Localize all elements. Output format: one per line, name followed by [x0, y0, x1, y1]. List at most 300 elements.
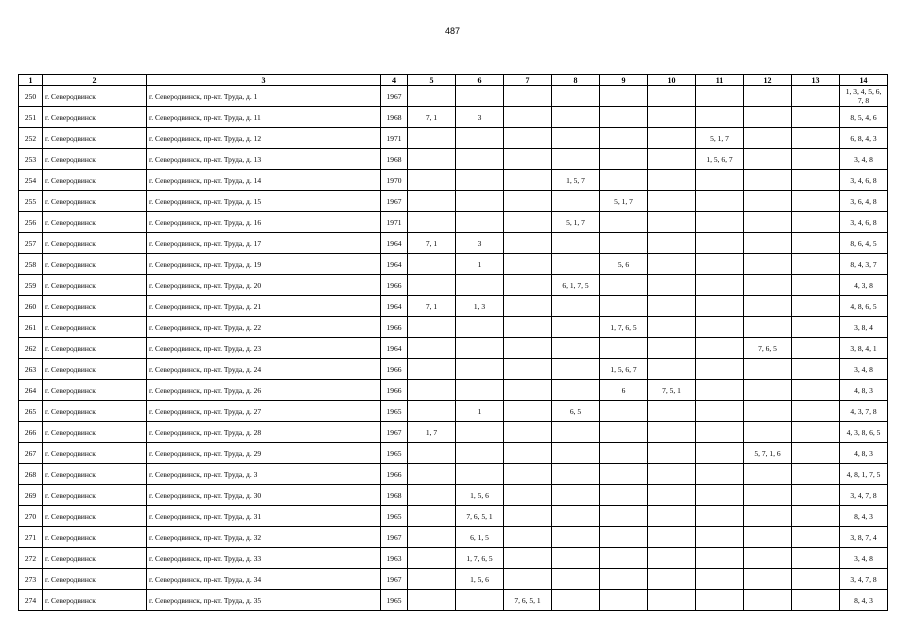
table-cell-col-11 — [696, 506, 744, 527]
table-cell-col-4: 1966 — [381, 359, 408, 380]
table-cell-col-5 — [408, 128, 456, 149]
table-cell-col-3: г. Северодвинск, пр-кт. Труда, д. 31 — [147, 506, 381, 527]
table-row — [19, 569, 888, 590]
table-cell-col-7 — [504, 401, 552, 422]
table-cell-col-13 — [792, 485, 840, 506]
table-cell-col-10 — [648, 548, 696, 569]
table-row — [19, 443, 888, 464]
table-cell-col-5 — [408, 590, 456, 611]
table-cell-col-3: г. Северодвинск, пр-кт. Труда, д. 14 — [147, 170, 381, 191]
table-cell-col-13 — [792, 401, 840, 422]
table-cell-col-11 — [696, 191, 744, 212]
table-cell-col-14: 1, 3, 4, 5, 6, 7, 8 — [840, 86, 888, 107]
table-cell-col-14: 8, 4, 3 — [840, 506, 888, 527]
table-row — [19, 212, 888, 233]
table-cell-col-1: 269 — [19, 485, 43, 506]
table-row — [19, 191, 888, 212]
table-cell-col-12 — [744, 422, 792, 443]
table-cell-col-8 — [552, 338, 600, 359]
table-cell-col-4: 1971 — [381, 128, 408, 149]
table-cell-col-13 — [792, 212, 840, 233]
table-cell-col-10 — [648, 464, 696, 485]
table-cell-col-1: 266 — [19, 422, 43, 443]
table-cell-col-13 — [792, 149, 840, 170]
table-cell-col-5 — [408, 275, 456, 296]
table-cell-col-7 — [504, 191, 552, 212]
table-cell-col-6 — [456, 275, 504, 296]
table-cell-col-7 — [504, 548, 552, 569]
table-cell-col-4: 1968 — [381, 107, 408, 128]
table-cell-col-4: 1967 — [381, 422, 408, 443]
table-cell-col-8 — [552, 128, 600, 149]
data-table — [18, 74, 888, 611]
table-cell-col-1: 252 — [19, 128, 43, 149]
table-cell-col-14: 4, 3, 7, 8 — [840, 401, 888, 422]
table-cell-col-6 — [456, 317, 504, 338]
table-cell-col-11 — [696, 107, 744, 128]
table-cell-col-14: 8, 4, 3, 7 — [840, 254, 888, 275]
table-row — [19, 380, 888, 401]
table-cell-col-1: 263 — [19, 359, 43, 380]
table-cell-col-3: г. Северодвинск, пр-кт. Труда, д. 32 — [147, 527, 381, 548]
table-cell-col-14: 3, 4, 6, 8 — [840, 170, 888, 191]
table-cell-col-2: г. Северодвинск — [43, 170, 147, 191]
table-cell-col-11 — [696, 359, 744, 380]
table-cell-col-13 — [792, 443, 840, 464]
table-cell-col-10 — [648, 506, 696, 527]
table-cell-col-2: г. Северодвинск — [43, 128, 147, 149]
table-cell-col-3: г. Северодвинск, пр-кт. Труда, д. 23 — [147, 338, 381, 359]
table-cell-col-2: г. Северодвинск — [43, 422, 147, 443]
table-cell-col-3: г. Северодвинск, пр-кт. Труда, д. 30 — [147, 485, 381, 506]
table-row — [19, 464, 888, 485]
table-cell-col-10 — [648, 317, 696, 338]
table-cell-col-6: 1, 5, 6 — [456, 569, 504, 590]
table-cell-col-6 — [456, 149, 504, 170]
table-cell-col-11 — [696, 401, 744, 422]
table-cell-col-4: 1964 — [381, 338, 408, 359]
table-cell-col-12 — [744, 86, 792, 107]
table-cell-col-13 — [792, 191, 840, 212]
table-cell-col-8 — [552, 233, 600, 254]
table-cell-col-9: 6 — [600, 380, 648, 401]
column-header-6: 6 — [456, 75, 504, 86]
table-cell-col-2: г. Северодвинск — [43, 569, 147, 590]
table-cell-col-2: г. Северодвинск — [43, 548, 147, 569]
table-cell-col-2: г. Северодвинск — [43, 233, 147, 254]
table-cell-col-5 — [408, 464, 456, 485]
table-cell-col-11 — [696, 443, 744, 464]
table-cell-col-11 — [696, 338, 744, 359]
table-cell-col-1: 261 — [19, 317, 43, 338]
table-cell-col-2: г. Северодвинск — [43, 212, 147, 233]
table-cell-col-9 — [600, 464, 648, 485]
table-cell-col-8: 6, 1, 7, 5 — [552, 275, 600, 296]
table-cell-col-4: 1965 — [381, 401, 408, 422]
table-cell-col-11 — [696, 548, 744, 569]
table-cell-col-11 — [696, 254, 744, 275]
table-cell-col-14: 4, 8, 3 — [840, 443, 888, 464]
table-cell-col-6: 1, 3 — [456, 296, 504, 317]
table-cell-col-2: г. Северодвинск — [43, 401, 147, 422]
table-cell-col-6: 1 — [456, 254, 504, 275]
table-cell-col-9 — [600, 128, 648, 149]
table-cell-col-3: г. Северодвинск, пр-кт. Труда, д. 15 — [147, 191, 381, 212]
table-cell-col-13 — [792, 380, 840, 401]
table-cell-col-11 — [696, 422, 744, 443]
column-header-10: 10 — [648, 75, 696, 86]
table-cell-col-11 — [696, 485, 744, 506]
table-cell-col-6 — [456, 590, 504, 611]
table-cell-col-5: 7, 1 — [408, 107, 456, 128]
table-cell-col-5 — [408, 212, 456, 233]
table-cell-col-3: г. Северодвинск, пр-кт. Труда, д. 11 — [147, 107, 381, 128]
table-cell-col-3: г. Северодвинск, пр-кт. Труда, д. 19 — [147, 254, 381, 275]
table-cell-col-14: 6, 8, 4, 3 — [840, 128, 888, 149]
table-cell-col-7 — [504, 128, 552, 149]
table-cell-col-6: 1 — [456, 401, 504, 422]
header-row — [19, 75, 888, 86]
table-cell-col-11 — [696, 590, 744, 611]
column-header-14: 14 — [840, 75, 888, 86]
table-cell-col-2: г. Северодвинск — [43, 443, 147, 464]
table-cell-col-2: г. Северодвинск — [43, 296, 147, 317]
table-cell-col-13 — [792, 590, 840, 611]
table-cell-col-7 — [504, 506, 552, 527]
table-cell-col-1: 262 — [19, 338, 43, 359]
table-cell-col-7 — [504, 422, 552, 443]
table-cell-col-1: 250 — [19, 86, 43, 107]
table-cell-col-12 — [744, 212, 792, 233]
table-cell-col-3: г. Северодвинск, пр-кт. Труда, д. 24 — [147, 359, 381, 380]
table-cell-col-9 — [600, 233, 648, 254]
table-cell-col-4: 1965 — [381, 443, 408, 464]
table-cell-col-11 — [696, 464, 744, 485]
column-header-11: 11 — [696, 75, 744, 86]
table-cell-col-8 — [552, 317, 600, 338]
table-cell-col-10 — [648, 527, 696, 548]
table-cell-col-6: 3 — [456, 233, 504, 254]
table-cell-col-12: 5, 7, 1, 6 — [744, 443, 792, 464]
table-cell-col-1: 271 — [19, 527, 43, 548]
table-cell-col-3: г. Северодвинск, пр-кт. Труда, д. 1 — [147, 86, 381, 107]
table-row — [19, 401, 888, 422]
table-cell-col-3: г. Северодвинск, пр-кт. Труда, д. 29 — [147, 443, 381, 464]
table-cell-col-13 — [792, 107, 840, 128]
table-cell-col-1: 257 — [19, 233, 43, 254]
table-row — [19, 170, 888, 191]
table-cell-col-12 — [744, 380, 792, 401]
table-cell-col-7 — [504, 464, 552, 485]
table-cell-col-4: 1966 — [381, 464, 408, 485]
table-cell-col-12 — [744, 569, 792, 590]
table-cell-col-12 — [744, 485, 792, 506]
table-cell-col-1: 253 — [19, 149, 43, 170]
table-cell-col-4: 1968 — [381, 149, 408, 170]
table-cell-col-11: 5, 1, 7 — [696, 128, 744, 149]
table-cell-col-5 — [408, 548, 456, 569]
table-cell-col-2: г. Северодвинск — [43, 107, 147, 128]
table-cell-col-1: 268 — [19, 464, 43, 485]
table-cell-col-5 — [408, 317, 456, 338]
table-cell-col-12 — [744, 527, 792, 548]
table-cell-col-8 — [552, 590, 600, 611]
table-row — [19, 548, 888, 569]
table-cell-col-10 — [648, 128, 696, 149]
table-cell-col-13 — [792, 338, 840, 359]
table-cell-col-5 — [408, 485, 456, 506]
table-cell-col-4: 1966 — [381, 275, 408, 296]
table-cell-col-12 — [744, 506, 792, 527]
table-cell-col-1: 267 — [19, 443, 43, 464]
table-cell-col-5 — [408, 191, 456, 212]
table-cell-col-14: 3, 4, 8 — [840, 149, 888, 170]
table-cell-col-6 — [456, 359, 504, 380]
table-cell-col-5 — [408, 149, 456, 170]
table-cell-col-1: 272 — [19, 548, 43, 569]
table-cell-col-9: 1, 7, 6, 5 — [600, 317, 648, 338]
table-cell-col-12 — [744, 107, 792, 128]
table-cell-col-13 — [792, 254, 840, 275]
table-cell-col-2: г. Северодвинск — [43, 275, 147, 296]
table-cell-col-8 — [552, 149, 600, 170]
table-cell-col-5 — [408, 527, 456, 548]
table-cell-col-11 — [696, 275, 744, 296]
table-cell-col-14: 4, 3, 8 — [840, 275, 888, 296]
table-cell-col-5 — [408, 86, 456, 107]
table-cell-col-6 — [456, 422, 504, 443]
table-row — [19, 359, 888, 380]
column-header-13: 13 — [792, 75, 840, 86]
table-cell-col-10 — [648, 590, 696, 611]
table-cell-col-14: 8, 5, 4, 6 — [840, 107, 888, 128]
table-cell-col-7 — [504, 359, 552, 380]
table-cell-col-11 — [696, 86, 744, 107]
table-cell-col-13 — [792, 170, 840, 191]
table-row — [19, 527, 888, 548]
table-row — [19, 296, 888, 317]
table-cell-col-11 — [696, 170, 744, 191]
column-header-2: 2 — [43, 75, 147, 86]
table-cell-col-3: г. Северодвинск, пр-кт. Труда, д. 20 — [147, 275, 381, 296]
table-cell-col-13 — [792, 422, 840, 443]
table-cell-col-5 — [408, 254, 456, 275]
table-cell-col-6 — [456, 86, 504, 107]
table-cell-col-7 — [504, 254, 552, 275]
table-cell-col-12 — [744, 548, 792, 569]
table-cell-col-8 — [552, 464, 600, 485]
table-cell-col-12 — [744, 275, 792, 296]
table-cell-col-1: 273 — [19, 569, 43, 590]
table-row — [19, 485, 888, 506]
table-cell-col-2: г. Северодвинск — [43, 149, 147, 170]
column-header-12: 12 — [744, 75, 792, 86]
table-cell-col-7 — [504, 149, 552, 170]
table-cell-col-14: 4, 8, 6, 5 — [840, 296, 888, 317]
table-cell-col-9 — [600, 422, 648, 443]
table-cell-col-7 — [504, 443, 552, 464]
table-cell-col-2: г. Северодвинск — [43, 191, 147, 212]
table-cell-col-2: г. Северодвинск — [43, 380, 147, 401]
table-cell-col-13 — [792, 296, 840, 317]
table-cell-col-9 — [600, 170, 648, 191]
table-header — [19, 75, 888, 86]
table-cell-col-3: г. Северодвинск, пр-кт. Труда, д. 27 — [147, 401, 381, 422]
table-cell-col-5 — [408, 170, 456, 191]
table-cell-col-8: 5, 1, 7 — [552, 212, 600, 233]
table-row — [19, 254, 888, 275]
table-cell-col-13 — [792, 233, 840, 254]
table-cell-col-6 — [456, 191, 504, 212]
table-row — [19, 506, 888, 527]
table-row — [19, 338, 888, 359]
table-cell-col-13 — [792, 527, 840, 548]
table-cell-col-1: 251 — [19, 107, 43, 128]
table-cell-col-2: г. Северодвинск — [43, 506, 147, 527]
table-cell-col-3: г. Северодвинск, пр-кт. Труда, д. 21 — [147, 296, 381, 317]
table-cell-col-13 — [792, 317, 840, 338]
table-cell-col-10 — [648, 191, 696, 212]
table-cell-col-4: 1967 — [381, 86, 408, 107]
table-cell-col-2: г. Северодвинск — [43, 359, 147, 380]
table-cell-col-11 — [696, 317, 744, 338]
table-row — [19, 590, 888, 611]
table-cell-col-9 — [600, 527, 648, 548]
table-cell-col-7 — [504, 338, 552, 359]
table-cell-col-2: г. Северодвинск — [43, 464, 147, 485]
table-cell-col-10 — [648, 170, 696, 191]
table-row — [19, 233, 888, 254]
table-cell-col-7 — [504, 527, 552, 548]
table-cell-col-12 — [744, 590, 792, 611]
table-cell-col-4: 1965 — [381, 506, 408, 527]
table-cell-col-7 — [504, 170, 552, 191]
table-cell-col-14: 3, 4, 7, 8 — [840, 485, 888, 506]
table-cell-col-8 — [552, 359, 600, 380]
table-cell-col-7 — [504, 317, 552, 338]
table-cell-col-9: 1, 5, 6, 7 — [600, 359, 648, 380]
table-cell-col-13 — [792, 464, 840, 485]
table-cell-col-6 — [456, 443, 504, 464]
table-cell-col-5 — [408, 380, 456, 401]
table-cell-col-6 — [456, 380, 504, 401]
table-cell-col-6 — [456, 170, 504, 191]
table-cell-col-11 — [696, 296, 744, 317]
table-cell-col-4: 1964 — [381, 254, 408, 275]
table-cell-col-11: 1, 5, 6, 7 — [696, 149, 744, 170]
table-cell-col-6 — [456, 212, 504, 233]
table-cell-col-5: 7, 1 — [408, 296, 456, 317]
table-cell-col-9: 5, 6 — [600, 254, 648, 275]
table-cell-col-9 — [600, 296, 648, 317]
table-cell-col-12 — [744, 254, 792, 275]
table-cell-col-12 — [744, 170, 792, 191]
table-cell-col-9 — [600, 590, 648, 611]
table-cell-col-14: 4, 8, 1, 7, 5 — [840, 464, 888, 485]
table-cell-col-14: 8, 4, 3 — [840, 590, 888, 611]
table-row — [19, 275, 888, 296]
table-cell-col-5 — [408, 359, 456, 380]
column-header-8: 8 — [552, 75, 600, 86]
table-cell-col-2: г. Северодвинск — [43, 317, 147, 338]
table-cell-col-12 — [744, 233, 792, 254]
table-cell-col-11 — [696, 380, 744, 401]
table-cell-col-12: 7, 6, 5 — [744, 338, 792, 359]
table-cell-col-2: г. Северодвинск — [43, 254, 147, 275]
table-cell-col-14: 3, 4, 7, 8 — [840, 569, 888, 590]
table-cell-col-10 — [648, 569, 696, 590]
table-cell-col-12 — [744, 296, 792, 317]
table-cell-col-6: 7, 6, 5, 1 — [456, 506, 504, 527]
table-cell-col-8 — [552, 506, 600, 527]
table-cell-col-2: г. Северодвинск — [43, 86, 147, 107]
table-cell-col-10 — [648, 443, 696, 464]
table-cell-col-9 — [600, 548, 648, 569]
table-cell-col-11 — [696, 527, 744, 548]
table-cell-col-9 — [600, 149, 648, 170]
table-cell-col-11 — [696, 569, 744, 590]
table-cell-col-9 — [600, 443, 648, 464]
table-cell-col-3: г. Северодвинск, пр-кт. Труда, д. 3 — [147, 464, 381, 485]
table-cell-col-4: 1970 — [381, 170, 408, 191]
column-header-3: 3 — [147, 75, 381, 86]
table-cell-col-3: г. Северодвинск, пр-кт. Труда, д. 16 — [147, 212, 381, 233]
column-header-5: 5 — [408, 75, 456, 86]
table-cell-col-10 — [648, 422, 696, 443]
table-cell-col-2: г. Северодвинск — [43, 485, 147, 506]
table-cell-col-5: 7, 1 — [408, 233, 456, 254]
table-cell-col-5 — [408, 506, 456, 527]
table-cell-col-8 — [552, 443, 600, 464]
table-cell-col-1: 270 — [19, 506, 43, 527]
table-cell-col-2: г. Северодвинск — [43, 527, 147, 548]
table-cell-col-4: 1967 — [381, 569, 408, 590]
table-cell-col-4: 1971 — [381, 212, 408, 233]
table-cell-col-14: 3, 4, 8 — [840, 359, 888, 380]
table-cell-col-14: 3, 8, 4 — [840, 317, 888, 338]
table-cell-col-7 — [504, 233, 552, 254]
table-cell-col-7 — [504, 380, 552, 401]
table-cell-col-8 — [552, 485, 600, 506]
table-cell-col-3: г. Северодвинск, пр-кт. Труда, д. 33 — [147, 548, 381, 569]
table-cell-col-4: 1967 — [381, 191, 408, 212]
table-cell-col-6: 3 — [456, 107, 504, 128]
table-row — [19, 317, 888, 338]
table-cell-col-14: 3, 4, 6, 8 — [840, 212, 888, 233]
table-cell-col-6 — [456, 338, 504, 359]
table-cell-col-9 — [600, 401, 648, 422]
table-cell-col-6 — [456, 464, 504, 485]
table-cell-col-2: г. Северодвинск — [43, 338, 147, 359]
table-row — [19, 128, 888, 149]
table-cell-col-4: 1966 — [381, 380, 408, 401]
table-cell-col-1: 259 — [19, 275, 43, 296]
table-cell-col-1: 254 — [19, 170, 43, 191]
table-cell-col-12 — [744, 128, 792, 149]
table-row — [19, 107, 888, 128]
table-cell-col-14: 3, 4, 8 — [840, 548, 888, 569]
table-cell-col-7 — [504, 212, 552, 233]
table-cell-col-10: 7, 5, 1 — [648, 380, 696, 401]
table-cell-col-9 — [600, 485, 648, 506]
table-cell-col-3: г. Северодвинск, пр-кт. Труда, д. 34 — [147, 569, 381, 590]
table-cell-col-1: 265 — [19, 401, 43, 422]
table-cell-col-9 — [600, 107, 648, 128]
table-cell-col-9: 5, 1, 7 — [600, 191, 648, 212]
column-header-4: 4 — [381, 75, 408, 86]
table-cell-col-3: г. Северодвинск, пр-кт. Труда, д. 22 — [147, 317, 381, 338]
table-row — [19, 149, 888, 170]
